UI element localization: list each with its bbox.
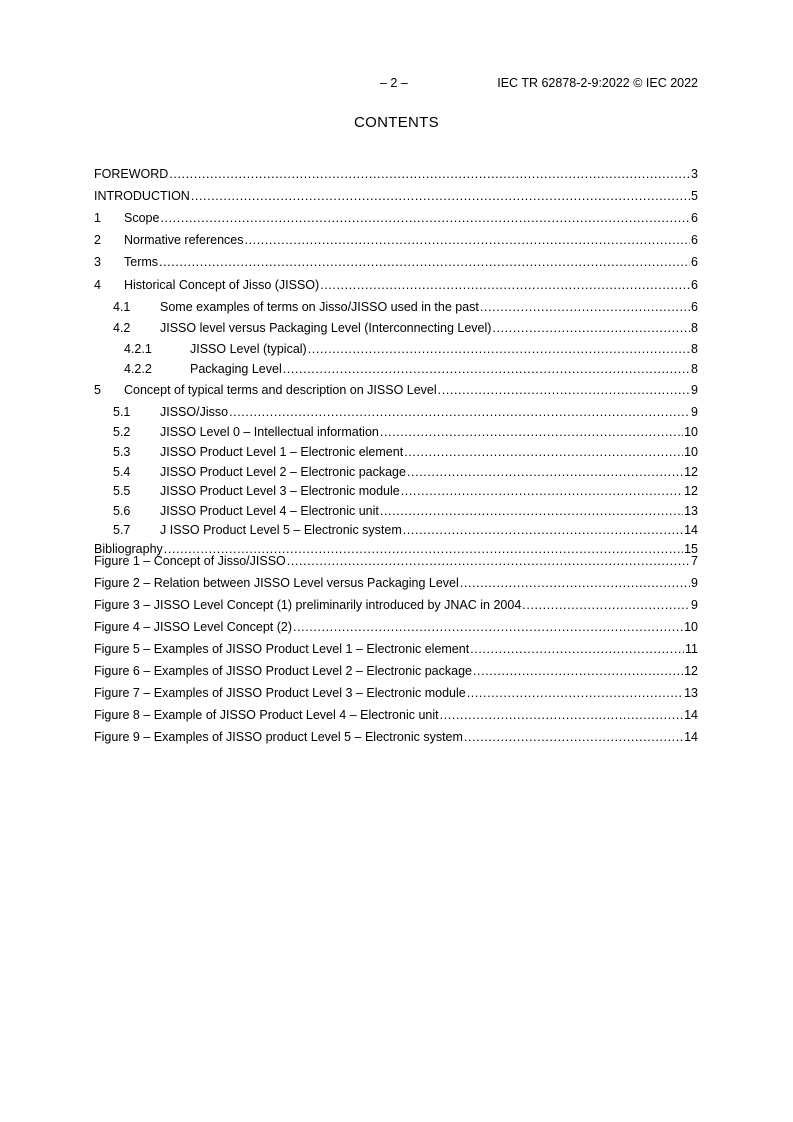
- toc-entry-title: JISSO Product Level 4 – Electronic unit: [160, 504, 379, 518]
- figures-entry[interactable]: [94, 730, 698, 744]
- dot-leader: [438, 383, 690, 397]
- dot-leader: [229, 405, 690, 419]
- toc-entry-title: Scope: [124, 211, 160, 225]
- toc-entry-title: JISSO Product Level 1 – Electronic element: [160, 445, 404, 459]
- toc-entry[interactable]: [94, 383, 698, 397]
- toc-entry-title: JISSO Product Level 2 – Electronic package: [160, 465, 406, 479]
- contents-title: CONTENTS: [354, 114, 439, 131]
- figures-entry-page: 7: [691, 554, 698, 568]
- toc-entry-page: 8: [691, 362, 698, 376]
- toc-entry-title: Some examples of terms on Jisso/JISSO used in the past: [160, 300, 479, 314]
- toc-entry[interactable]: [94, 233, 698, 247]
- toc-entry[interactable]: [94, 189, 698, 203]
- dot-leader: [464, 730, 683, 744]
- toc-entry-page: 6: [691, 255, 698, 269]
- toc-entry-page: 6: [691, 300, 698, 314]
- dot-leader: [470, 642, 684, 656]
- toc-entry-number: 5: [94, 383, 101, 397]
- toc-entry[interactable]: [94, 255, 698, 269]
- figures-entry-page: 14: [684, 708, 698, 722]
- figures-entry-page: 13: [684, 686, 698, 700]
- figures-entry-title: Figure 3 – JISSO Level Concept (1) preliminarily introduced by JNAC in 2004: [94, 598, 522, 612]
- figures-entry-title: Figure 2 – Relation between JISSO Level versus Packaging Level: [94, 576, 459, 590]
- toc-entry-number: 5.6: [113, 504, 131, 518]
- dot-leader: [473, 664, 683, 678]
- toc-entry-page: 10: [684, 425, 698, 439]
- toc-entry-number: 5.4: [113, 465, 131, 479]
- toc-entry-number: 4.2.1: [124, 342, 152, 356]
- figures-entry-title: Figure 9 – Examples of JISSO product Level 5 – Electronic system: [94, 730, 463, 744]
- toc-entry-title: Historical Concept of Jisso (JISSO): [124, 278, 320, 292]
- dot-leader: [169, 167, 690, 181]
- toc-entry-title: INTRODUCTION: [94, 189, 190, 203]
- toc-entry-number: 4.2: [113, 321, 131, 335]
- toc-entry-number: 1: [94, 211, 101, 225]
- toc-entry-page: 13: [684, 504, 698, 518]
- toc-entry-number: 4: [94, 278, 101, 292]
- figures-entry-title: Figure 5 – Examples of JISSO Product Level 1 – Electronic element: [94, 642, 470, 656]
- toc-entry-title: J ISSO Product Level 5 – Electronic system: [160, 523, 402, 537]
- dot-leader: [440, 708, 683, 722]
- figures-entry-page: 9: [691, 598, 698, 612]
- figures-entry[interactable]: [94, 620, 698, 634]
- dot-leader: [401, 484, 683, 498]
- dot-leader: [287, 554, 690, 568]
- toc-entry[interactable]: [94, 300, 698, 314]
- dot-leader: [283, 362, 690, 376]
- toc-entry-page: 8: [691, 321, 698, 335]
- toc-entry-page: 10: [684, 445, 698, 459]
- toc-entry[interactable]: [94, 523, 698, 537]
- figures-entry-page: 12: [684, 664, 698, 678]
- toc-entry-number: 4.1: [113, 300, 131, 314]
- toc-entry-page: 14: [684, 523, 698, 537]
- dot-leader: [403, 523, 683, 537]
- toc-entry[interactable]: [94, 211, 698, 225]
- dot-leader: [308, 342, 690, 356]
- toc-entry[interactable]: [94, 425, 698, 439]
- dot-leader: [159, 255, 690, 269]
- dot-leader: [320, 278, 690, 292]
- dot-leader: [467, 686, 683, 700]
- dot-leader: [460, 576, 690, 590]
- toc-entry-title: FOREWORD: [94, 167, 169, 181]
- toc-entry[interactable]: [94, 321, 698, 335]
- toc-entry-title: JISSO/Jisso: [160, 405, 229, 419]
- figures-entry-title: Figure 7 – Examples of JISSO Product Level 3 – Electronic module: [94, 686, 466, 700]
- toc-entry-title: JISSO Product Level 3 – Electronic module: [160, 484, 400, 498]
- figures-entry[interactable]: [94, 664, 698, 678]
- toc-entry-number: 5.2: [113, 425, 131, 439]
- toc-entry-title: Packaging Level: [190, 362, 282, 376]
- toc-entry-page: 8: [691, 342, 698, 356]
- figures-entry-title: Figure 4 – JISSO Level Concept (2): [94, 620, 293, 634]
- dot-leader: [245, 233, 691, 247]
- toc-entry-page: 12: [684, 484, 698, 498]
- toc-entry[interactable]: [94, 504, 698, 518]
- figures-entry[interactable]: [94, 598, 698, 612]
- dot-leader: [293, 620, 683, 634]
- toc-entry[interactable]: [94, 445, 698, 459]
- dot-leader: [522, 598, 690, 612]
- figures-entry-title: Figure 6 – Examples of JISSO Product Level 2 – Electronic package: [94, 664, 472, 678]
- toc-entry-title: JISSO Level (typical): [190, 342, 307, 356]
- toc-entry-title: Concept of typical terms and description on JISSO Level: [124, 383, 437, 397]
- figures-entry[interactable]: [94, 708, 698, 722]
- toc-entry[interactable]: [94, 342, 698, 356]
- dot-leader: [492, 321, 690, 335]
- figures-entry[interactable]: [94, 686, 698, 700]
- document-id: IEC TR 62878-2-9:2022 © IEC 2022: [497, 76, 698, 90]
- figures-entry-page: 9: [691, 576, 698, 590]
- toc-entry-page: 9: [691, 405, 698, 419]
- toc-entry-title: JISSO level versus Packaging Level (Interconnecting Level): [160, 321, 492, 335]
- figures-entry-page: 11: [685, 642, 698, 656]
- dot-leader: [191, 189, 690, 203]
- dot-leader: [404, 445, 683, 459]
- toc-entry-number: 4.2.2: [124, 362, 152, 376]
- toc-entry-number: 3: [94, 255, 101, 269]
- toc-entry-title: JISSO Level 0 – Intellectual information: [160, 425, 379, 439]
- toc-entry-number: 5.5: [113, 484, 131, 498]
- toc-entry-title: Normative references: [124, 233, 244, 247]
- figures-entry[interactable]: [94, 554, 698, 568]
- figures-entry-title: Figure 1 – Concept of Jisso/JISSO: [94, 554, 286, 568]
- toc-entry-title: Bibliography: [94, 542, 163, 556]
- figures-entry-page: 10: [684, 620, 698, 634]
- figures-entry-title: Figure 8 – Example of JISSO Product Level 4 – Electronic unit: [94, 708, 439, 722]
- dot-leader: [380, 425, 683, 439]
- dot-leader: [480, 300, 690, 314]
- toc-entry-title: Terms: [124, 255, 159, 269]
- toc-entry-page: 5: [691, 189, 698, 203]
- toc-entry-page: 6: [691, 278, 698, 292]
- toc-entry-page: 6: [691, 233, 698, 247]
- dot-leader: [407, 465, 683, 479]
- toc-entry[interactable]: [94, 465, 698, 479]
- toc-entry[interactable]: [94, 167, 698, 181]
- figures-entry[interactable]: [94, 576, 698, 590]
- toc-entry[interactable]: [94, 278, 698, 292]
- toc-entry-page: 3: [691, 167, 698, 181]
- toc-entry-number: 2: [94, 233, 101, 247]
- toc-entry[interactable]: [94, 484, 698, 498]
- toc-entry-page: 9: [691, 383, 698, 397]
- dot-leader: [380, 504, 683, 518]
- figures-entry[interactable]: [94, 642, 698, 656]
- toc-entry-page: 12: [684, 465, 698, 479]
- toc-entry-page: 6: [691, 211, 698, 225]
- toc-entry[interactable]: [94, 405, 698, 419]
- toc-entry-number: 5.7: [113, 523, 131, 537]
- toc-entry-number: 5.3: [113, 445, 131, 459]
- toc-entry-page: 15: [684, 542, 698, 556]
- toc-entry[interactable]: [94, 362, 698, 376]
- dot-leader: [160, 211, 690, 225]
- toc-entry-number: 5.1: [113, 405, 131, 419]
- figures-entry-page: 14: [684, 730, 698, 744]
- page-number: – 2 –: [380, 76, 408, 90]
- page-header: [94, 76, 698, 92]
